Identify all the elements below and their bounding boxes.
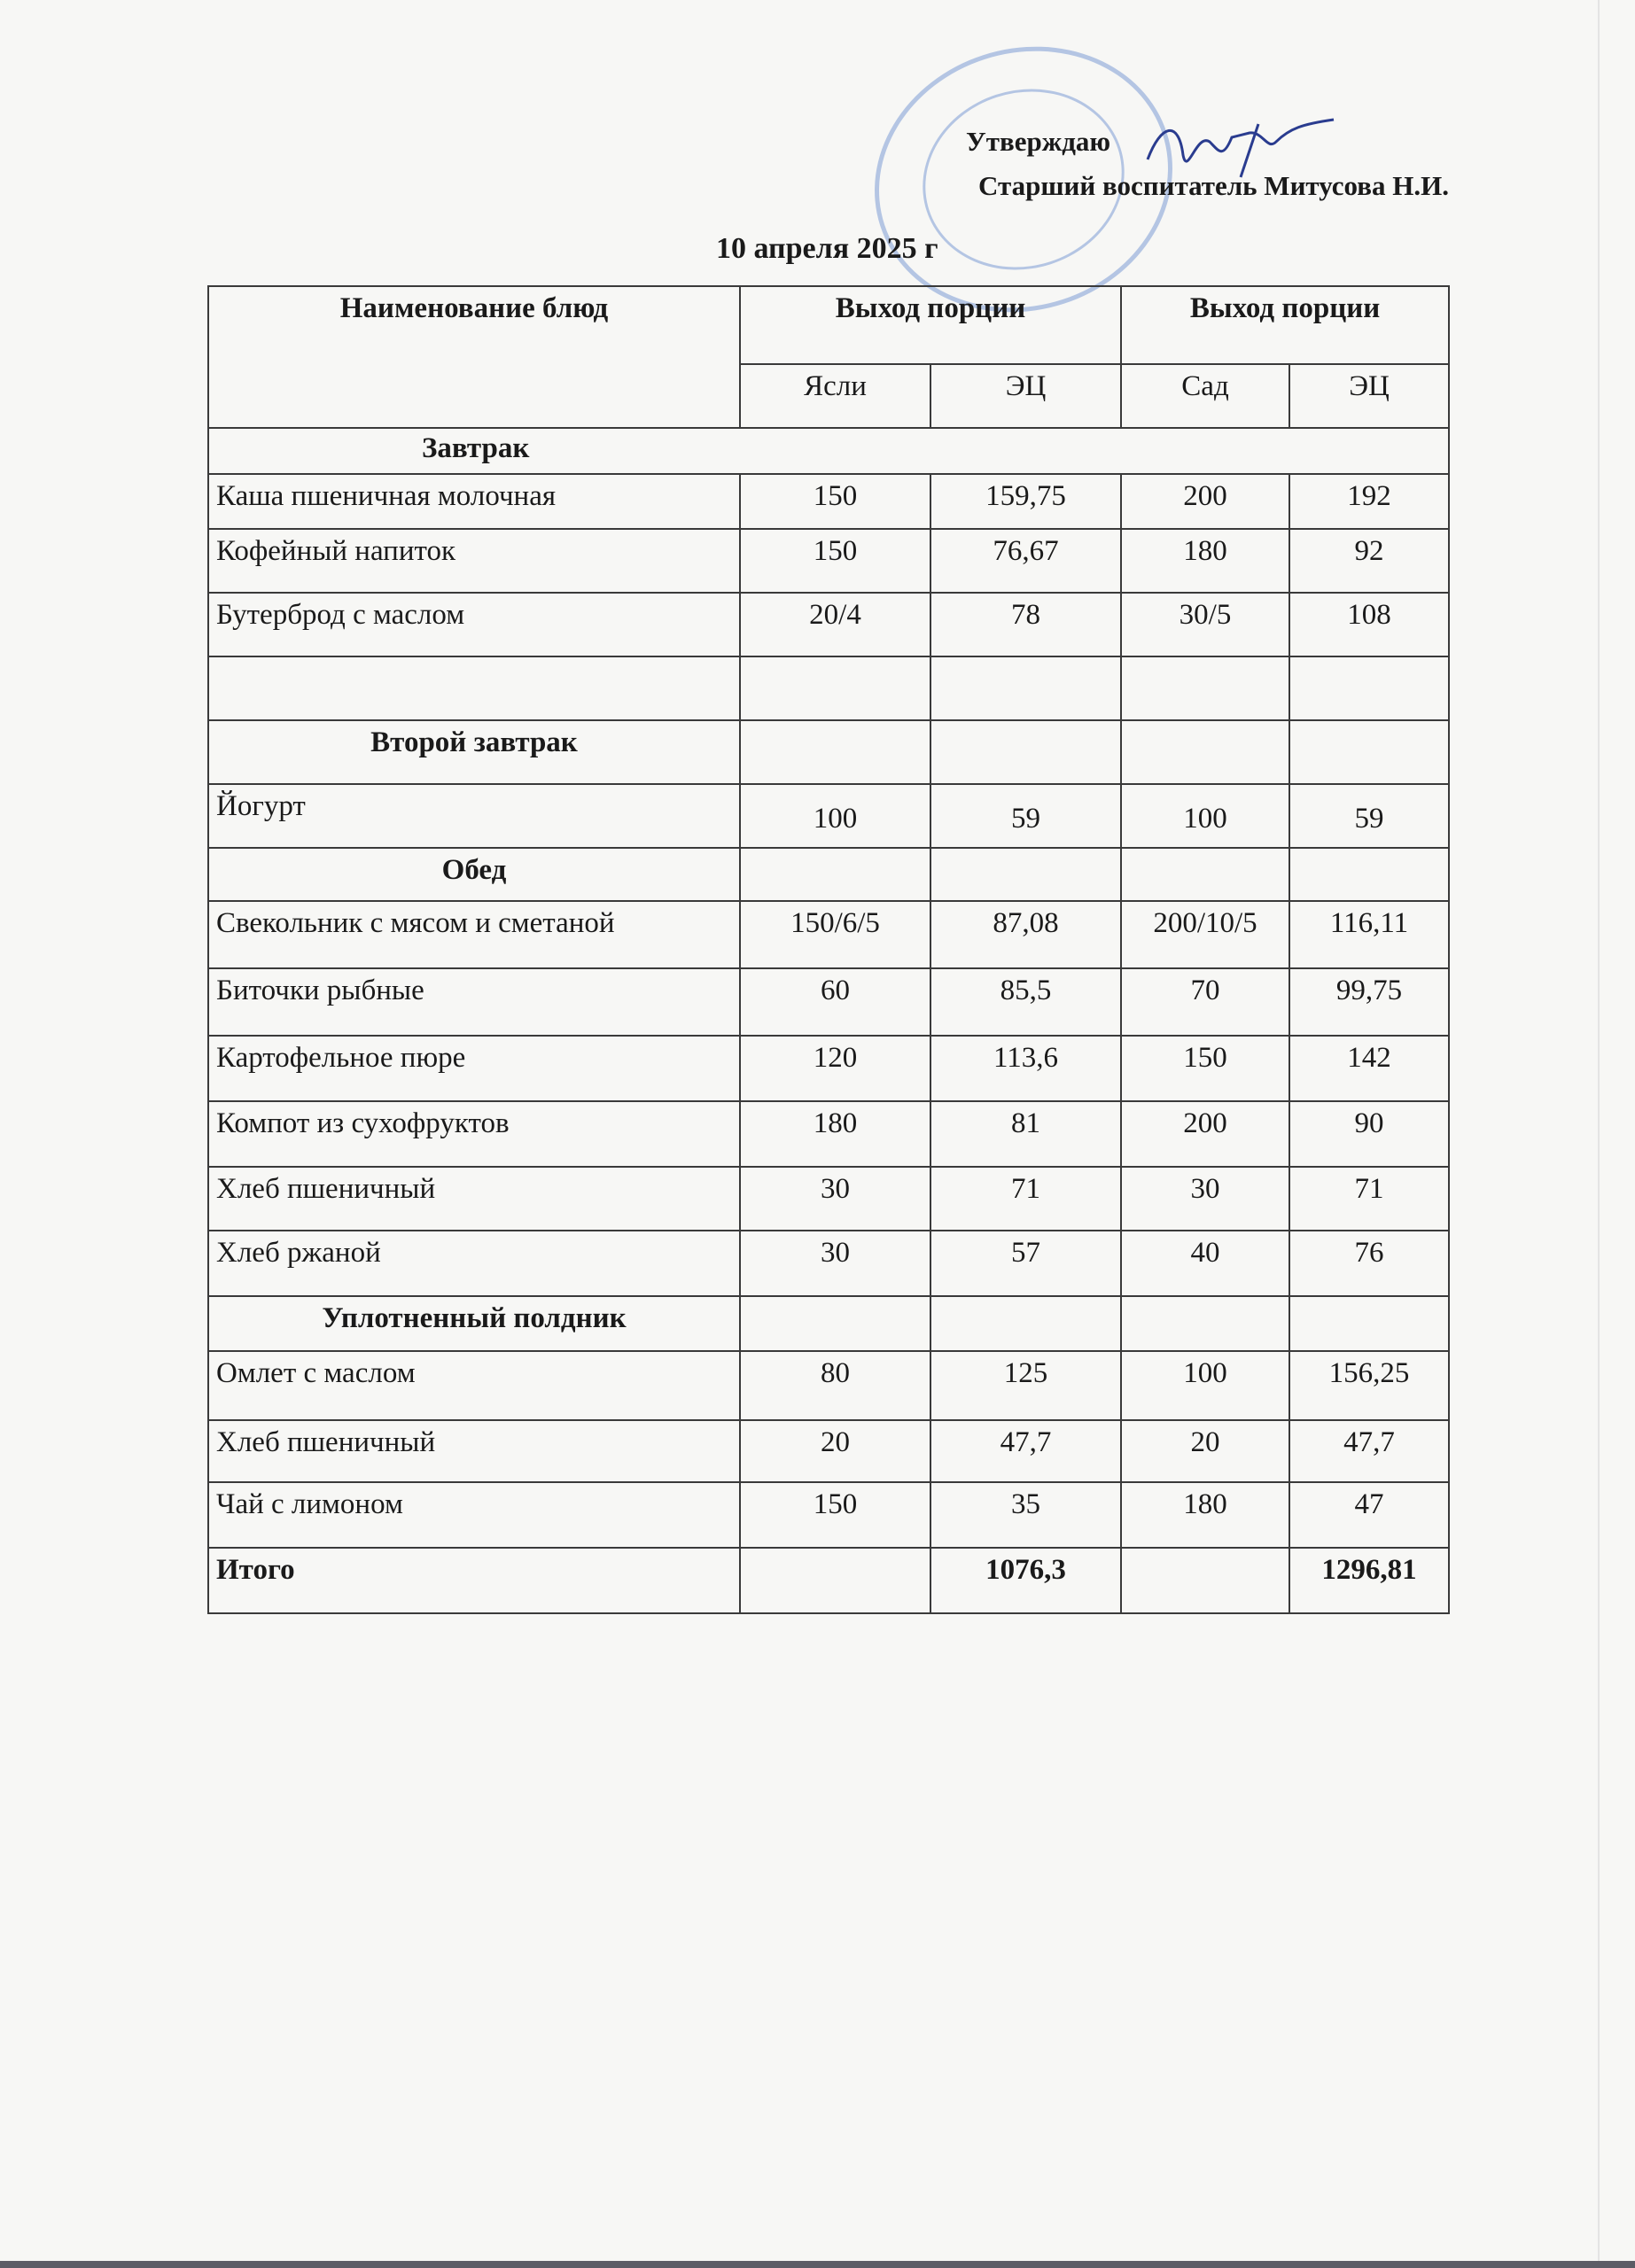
garden-portion: 200/10/5 [1121, 901, 1289, 968]
page-edge [1598, 0, 1600, 2268]
dish-name: Картофельное пюре [208, 1036, 740, 1101]
garden-portion: 150 [1121, 1036, 1289, 1101]
nursery-ec: 159,75 [930, 474, 1121, 529]
nursery-ec: 59 [930, 784, 1121, 848]
section-row [208, 1296, 1449, 1351]
garden-portion: 180 [1121, 529, 1289, 593]
empty-cell [1289, 1296, 1449, 1351]
nursery-ec: 35 [930, 1482, 1121, 1548]
approve-label: Утверждаю [966, 126, 1111, 157]
garden-ec: 71 [1289, 1167, 1449, 1231]
nursery-portion: 80 [740, 1351, 930, 1420]
subheader-ec1: ЭЦ [930, 364, 1121, 428]
dish-name: Хлеб ржаной [208, 1231, 740, 1296]
table-row [208, 474, 1449, 529]
garden-ec: 76 [1289, 1231, 1449, 1296]
nursery-portion: 30 [740, 1167, 930, 1231]
empty-cell [1121, 720, 1289, 784]
table-row [208, 1231, 1449, 1296]
garden-portion: 40 [1121, 1231, 1289, 1296]
header-portion-garden: Выход порции [1121, 286, 1449, 364]
empty-cell [740, 656, 930, 720]
empty-cell [740, 720, 930, 784]
dish-name: Кофейный напиток [208, 529, 740, 593]
nursery-ec: 76,67 [930, 529, 1121, 593]
table-row [208, 1351, 1449, 1420]
garden-ec: 108 [1289, 593, 1449, 656]
nursery-ec: 87,08 [930, 901, 1121, 968]
nursery-ec: 125 [930, 1351, 1121, 1420]
dish-name: Хлеб пшеничный [208, 1167, 740, 1231]
empty-cell [930, 656, 1121, 720]
dish-name: Компот из сухофруктов [208, 1101, 740, 1167]
nursery-ec: 85,5 [930, 968, 1121, 1036]
nursery-portion: 150 [740, 474, 930, 529]
garden-portion: 70 [1121, 968, 1289, 1036]
empty-cell [1121, 656, 1289, 720]
table-row [208, 1420, 1449, 1482]
table-row [208, 1036, 1449, 1101]
empty-cell [208, 656, 740, 720]
section-second-breakfast: Второй завтрак [208, 720, 740, 784]
section-row [208, 720, 1449, 784]
empty-cell [930, 848, 1121, 901]
empty-cell [1121, 1548, 1289, 1613]
empty-cell [930, 720, 1121, 784]
nursery-portion: 100 [740, 784, 930, 848]
table-row [208, 1167, 1449, 1231]
dish-name: Йогурт [208, 784, 740, 848]
table-row [208, 968, 1449, 1036]
nursery-portion: 180 [740, 1101, 930, 1167]
header-dish-name: Наименование блюд [208, 286, 740, 428]
section-lunch: Обед [208, 848, 740, 901]
header-portion-nursery: Выход порции [740, 286, 1121, 364]
garden-ec: 116,11 [1289, 901, 1449, 968]
nursery-ec: 57 [930, 1231, 1121, 1296]
garden-portion: 100 [1121, 1351, 1289, 1420]
table-row [208, 784, 1449, 848]
subheader-nursery: Ясли [740, 364, 930, 428]
garden-ec: 59 [1289, 784, 1449, 848]
garden-portion: 20 [1121, 1420, 1289, 1482]
subheader-ec2: ЭЦ [1289, 364, 1449, 428]
dish-name: Хлеб пшеничный [208, 1420, 740, 1482]
section-snack: Уплотненный полдник [208, 1296, 740, 1351]
dish-name: Бутерброд с маслом [208, 593, 740, 656]
garden-portion: 30/5 [1121, 593, 1289, 656]
nursery-ec: 71 [930, 1167, 1121, 1231]
table-row [208, 1101, 1449, 1167]
nursery-portion: 150/6/5 [740, 901, 930, 968]
dish-name: Чай с лимоном [208, 1482, 740, 1548]
garden-ec: 47 [1289, 1482, 1449, 1548]
empty-cell [1121, 1296, 1289, 1351]
section-row [208, 428, 1449, 474]
garden-portion: 100 [1121, 784, 1289, 848]
section-row [208, 848, 1449, 901]
empty-row [208, 656, 1449, 720]
header-row [208, 286, 1449, 364]
total-garden-ec: 1296,81 [1289, 1548, 1449, 1613]
empty-cell [740, 1296, 930, 1351]
garden-portion: 200 [1121, 474, 1289, 529]
nursery-ec: 113,6 [930, 1036, 1121, 1101]
nursery-portion: 30 [740, 1231, 930, 1296]
nursery-portion: 150 [740, 1482, 930, 1548]
nursery-ec: 47,7 [930, 1420, 1121, 1482]
nursery-portion: 120 [740, 1036, 930, 1101]
nursery-ec: 78 [930, 593, 1121, 656]
nursery-portion: 150 [740, 529, 930, 593]
nursery-portion: 60 [740, 968, 930, 1036]
nursery-portion: 20 [740, 1420, 930, 1482]
garden-portion: 200 [1121, 1101, 1289, 1167]
dish-name: Биточки рыбные [208, 968, 740, 1036]
empty-cell [740, 848, 930, 901]
empty-cell [1289, 848, 1449, 901]
section-breakfast: Завтрак [208, 428, 1449, 474]
subheader-garden: Сад [1121, 364, 1289, 428]
table-row [208, 529, 1449, 593]
garden-ec: 99,75 [1289, 968, 1449, 1036]
dish-name: Омлет с маслом [208, 1351, 740, 1420]
empty-cell [1289, 720, 1449, 784]
empty-cell [740, 1548, 930, 1613]
menu-table [207, 285, 1450, 1614]
empty-cell [1289, 656, 1449, 720]
total-nursery-ec: 1076,3 [930, 1548, 1121, 1613]
garden-ec: 142 [1289, 1036, 1449, 1101]
menu-date: 10 апреля 2025 г [716, 232, 938, 265]
total-row [208, 1548, 1449, 1613]
table-row [208, 1482, 1449, 1548]
garden-ec: 92 [1289, 529, 1449, 593]
garden-portion: 180 [1121, 1482, 1289, 1548]
nursery-portion: 20/4 [740, 593, 930, 656]
table-row [208, 593, 1449, 656]
garden-ec: 47,7 [1289, 1420, 1449, 1482]
empty-cell [1121, 848, 1289, 901]
garden-ec: 156,25 [1289, 1351, 1449, 1420]
empty-cell [930, 1296, 1121, 1351]
total-label: Итого [208, 1548, 740, 1613]
nursery-ec: 81 [930, 1101, 1121, 1167]
scan-bottom-edge [0, 2261, 1635, 2268]
garden-ec: 90 [1289, 1101, 1449, 1167]
table-row [208, 901, 1449, 968]
approver-name: Старший воспитатель Митусова Н.И. [978, 170, 1449, 201]
dish-name: Свекольник с мясом и сметаной [208, 901, 740, 968]
garden-portion: 30 [1121, 1167, 1289, 1231]
dish-name: Каша пшеничная молочная [208, 474, 740, 529]
garden-ec: 192 [1289, 474, 1449, 529]
